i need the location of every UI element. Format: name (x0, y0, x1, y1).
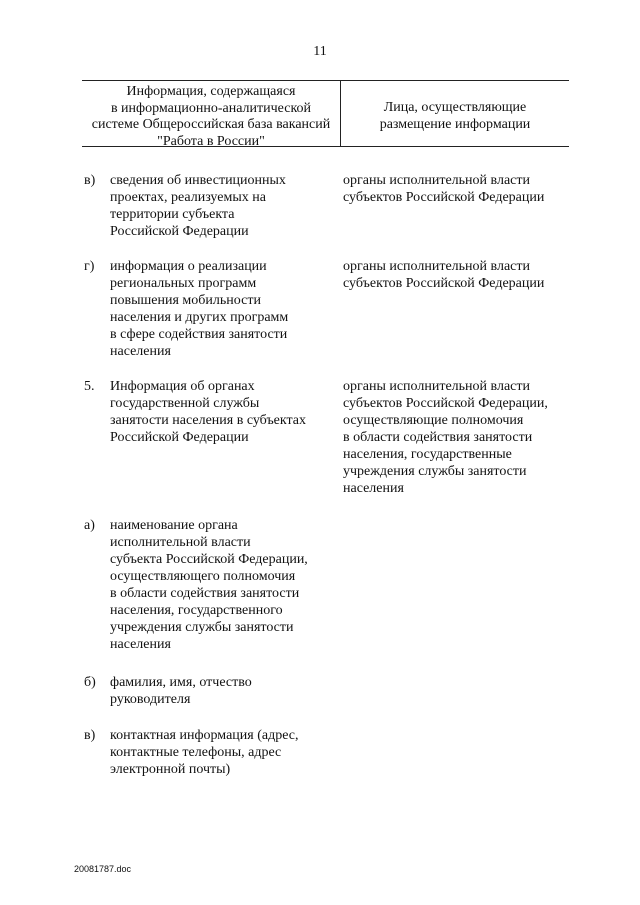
row-marker: 5. (84, 379, 95, 394)
table-top-rule (82, 80, 569, 81)
row-marker: а) (84, 518, 95, 533)
row-information: Информация об органах государственной службы занятости населения в субъектах Российской Федерации (110, 379, 307, 445)
row-information: сведения об инвестиционных проектах, реализуемых на территории субъекта Российской Федерации (110, 173, 286, 239)
row-information: наименование органа исполнительной власти субъекта Российской Федерации, осуществляющего полномочия в области содействия занятости населения, государственного учреждения службы занятости населения (110, 518, 308, 652)
row-marker: б) (84, 675, 96, 690)
row-responsible: органы исполнительной власти субъектов Российской Федерации (343, 259, 545, 291)
row-marker: в) (84, 728, 96, 743)
row-information: контактная информация (адрес, контактные телефоны, адрес электронной почты) (110, 728, 299, 777)
row-responsible: органы исполнительной власти субъектов Российской Федерации, осуществляющие полномочия в области содействия занятости населения, государственные учреждения службы занятости населения (343, 379, 548, 496)
row-information: информация о реализации региональных программ повышения мобильности населения и других программ в сфере содействия занятости населения (110, 259, 289, 359)
header-information-column: Информация, содержащаяся в информационно-аналитической системе Общероссийская база вакансий "Работа в России" (91, 84, 331, 149)
page-number: 11 (313, 44, 327, 59)
document-filename: 20081787.doc (74, 864, 132, 874)
row-responsible: органы исполнительной власти субъектов Российской Федерации (343, 173, 545, 205)
header-responsible-column: Лица, осуществляющие размещение информации (379, 100, 531, 132)
row-marker: в) (84, 173, 96, 188)
row-information: фамилия, имя, отчество руководителя (110, 675, 252, 707)
row-marker: г) (84, 259, 95, 274)
